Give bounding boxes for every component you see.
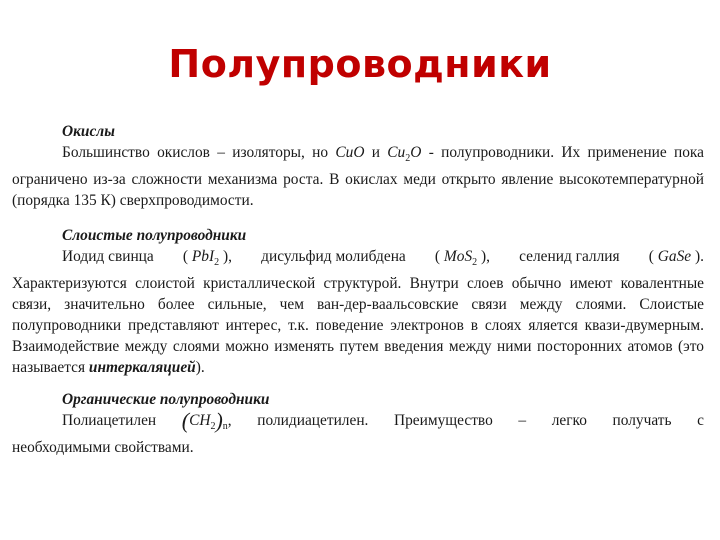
organic-heading: Органические полупроводники [62,391,270,408]
formula-pbi2: PbI$_2$ [191,248,220,268]
oxides-heading: Окислы [62,123,115,140]
organic-last-line: необходимыми свойствами. [12,439,194,456]
slide-title: Полупроводники [168,42,552,86]
layered-heading: Слоистые полупроводники [62,227,247,244]
formula-ch2n: $(CH_2)_n$ [181,408,228,433]
layered-paragraph: Характеризуются слоистой кристаллической структурой. Внутри слоев обычно имеют ковалентные связи, значительно более сильные, чем ван-дер-ваальсовские связи между слоями. Слоистые полупроводники представляют интерес, т.к. поведение электронов в слоях яляется квази-двумерным. Взаимодействие между слоями можно изменять путем введения между ними посторонних атомов (это называется интеркаляцией). [12,275,704,376]
formula-mos2: MoS$_2$ [443,248,478,268]
formula-cu2o: $Cu_2O$ [387,144,422,164]
section-oxides [12,122,704,211]
section-layered [12,226,704,378]
section-organic [12,390,704,458]
formula-gase: GaSe [657,248,692,265]
layered-examples-line: Иодид свинца ( PbI$_2$ ), дисульфид молибдена ( MoS$_2$ ), селенид галлия ( GaSe ). [62,248,704,268]
formula-cuo: CuO [335,144,365,161]
oxides-paragraph: Большинство окислов – изоляторы, но CuO и $Cu_2O$ - полупроводники. Их применение пока ограничено из-за сложности механизма роста. В окислах меди открыто явление высокотемпературной (порядка 135 К) сверхпроводимости. [12,144,704,209]
organic-line: Полиацетилен $(CH_2)_n$, полидиацетилен. Преимущество – легко получать с [62,408,704,433]
term-intercalation: интеркаляцией [88,359,196,376]
